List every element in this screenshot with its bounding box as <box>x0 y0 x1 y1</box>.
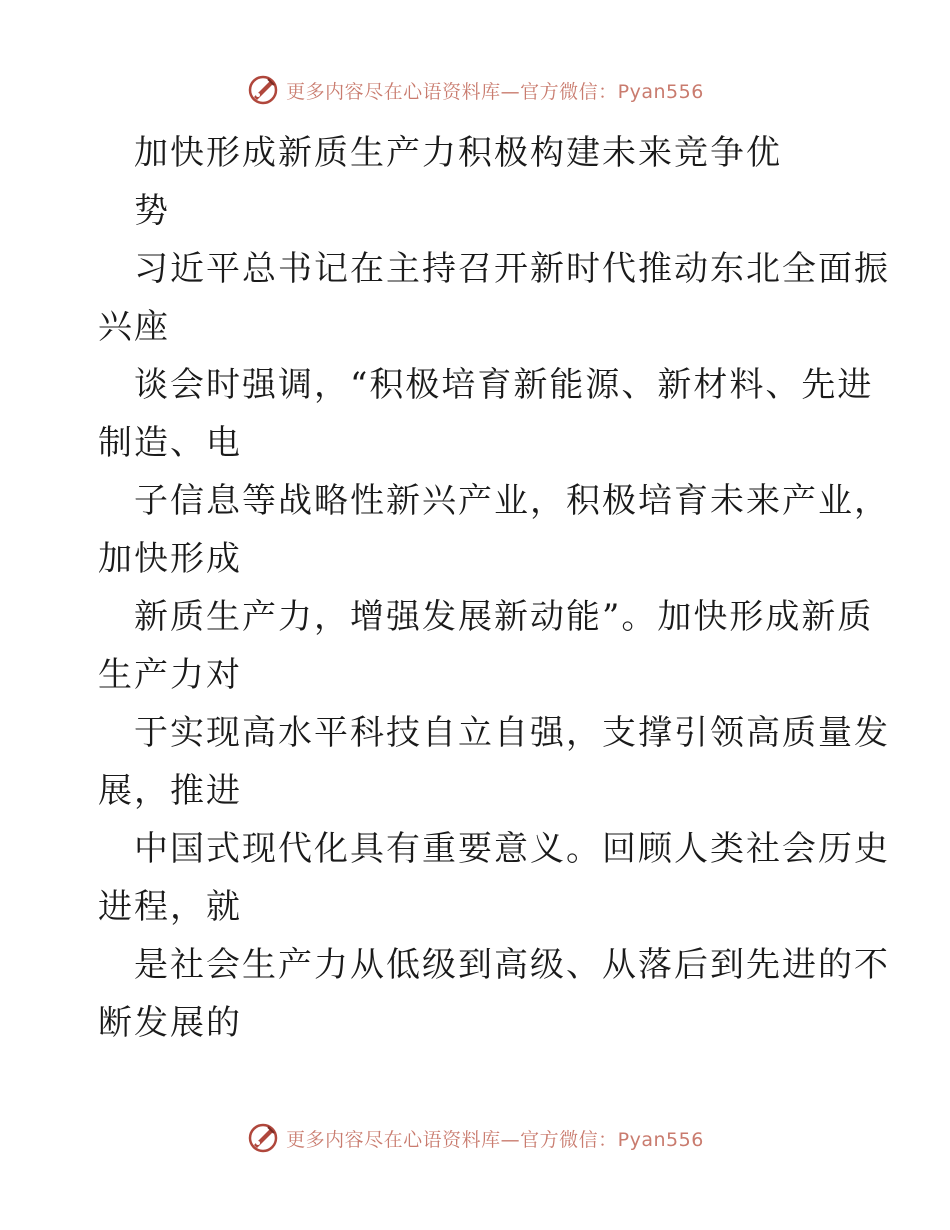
logo-icon <box>246 1121 280 1155</box>
document-body <box>98 124 890 1052</box>
header-banner[interactable] <box>0 70 950 110</box>
text-line: 制造、电 <box>98 423 242 463</box>
footer-banner-text: 更多内容尽在心语资料库—官方微信：Pyan556 <box>286 1128 704 1151</box>
text-line: 进程，就 <box>98 887 242 927</box>
header-banner-text: 更多内容尽在心语资料库—官方微信：Pyan556 <box>286 80 704 103</box>
text-line: 于实现高水平科技自立自强，支撑引领高质量发 <box>134 713 890 753</box>
text-line: 断发展的 <box>98 1003 242 1043</box>
footer-banner[interactable] <box>0 1118 950 1158</box>
text-line: 习近平总书记在主持召开新时代推动东北全面振 <box>134 249 890 289</box>
text-line: 势 <box>134 191 170 231</box>
text-line: 加快形成 <box>98 539 242 579</box>
text-line: 新质生产力，增强发展新动能”。加快形成新质 <box>134 597 874 637</box>
text-line: 生产力对 <box>98 655 242 695</box>
text-line: 谈会时强调，“积极培育新能源、新材料、先进 <box>134 365 874 405</box>
text-line: 是社会生产力从低级到高级、从落后到先进的不 <box>134 945 890 985</box>
text-line: 加快形成新质生产力积极构建未来竞争优 <box>134 133 782 173</box>
logo-icon <box>246 73 280 107</box>
text-line: 中国式现代化具有重要意义。回顾人类社会历史 <box>134 829 890 869</box>
text-line: 展，推进 <box>98 771 242 811</box>
text-line: 兴座 <box>98 307 170 347</box>
text-line: 子信息等战略性新兴产业，积极培育未来产业， <box>134 481 890 521</box>
